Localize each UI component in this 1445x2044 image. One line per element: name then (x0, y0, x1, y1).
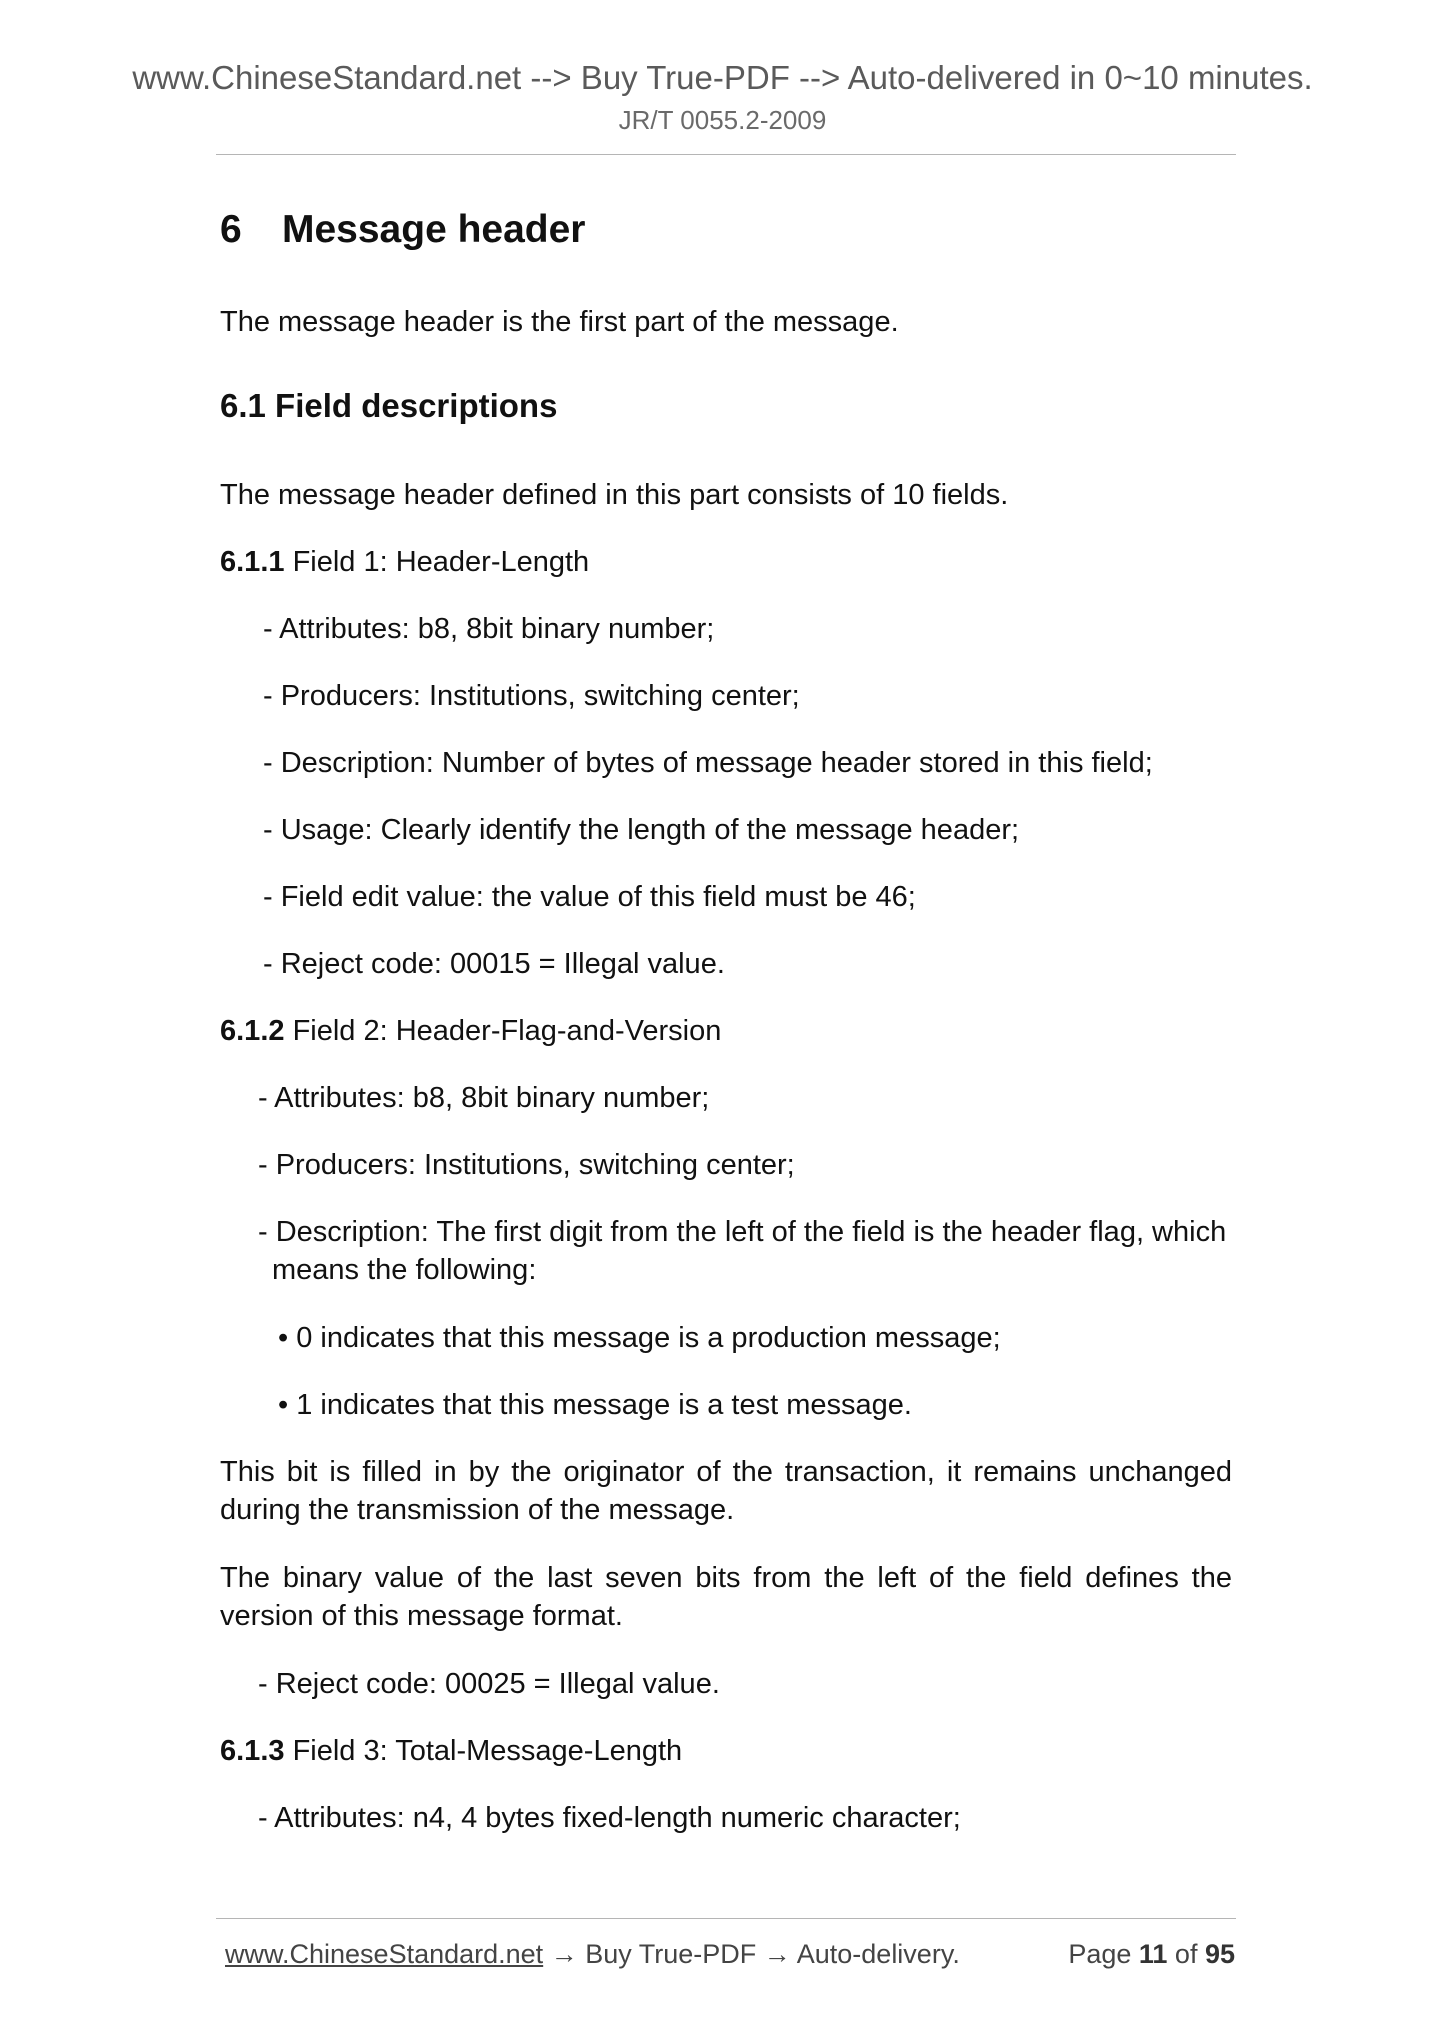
subsection-heading: 6.1 Field descriptions (220, 387, 558, 424)
field1-heading (220, 543, 1232, 581)
section-intro: The message header is the first part of the message. (220, 306, 899, 338)
field2-producers: - Producers: Institutions, switching center; (258, 1149, 795, 1181)
field1-producers: - Producers: Institutions, switching center; (263, 680, 800, 712)
section-title: Message header (282, 208, 586, 251)
footer-link[interactable]: www.ChineseStandard.net (225, 1939, 544, 1969)
field1-usage: - Usage: Clearly identify the length of the message header; (263, 814, 1020, 846)
page-total: 95 (1204, 1939, 1235, 1969)
page-footer (225, 1934, 1235, 1974)
field2-number: 6.1.2 (220, 1015, 285, 1047)
page-number: 11 (1138, 1939, 1168, 1969)
document-code: JR/T 0055.2-2009 (618, 105, 827, 135)
field1-description: - Description: Number of bytes of message header stored in this field; (263, 747, 1153, 779)
section-number: 6 (220, 208, 242, 251)
field1-title: Field 1: Header-Length (292, 546, 590, 578)
field2-heading (220, 1012, 1232, 1050)
field2-attributes: - Attributes: b8, 8bit binary number; (258, 1082, 710, 1114)
field1-number: 6.1.1 (220, 546, 285, 578)
field3-attributes: - Attributes: n4, 4 bytes fixed-length numeric character; (258, 1802, 961, 1834)
field1-edit-value: - Field edit value: the value of this field must be 46; (263, 881, 916, 913)
page-header-banner: www.ChineseStandard.net --> Buy True-PDF --> Auto-delivered in 0~10 minutes. (132, 59, 1313, 96)
field2-bullet-test: • 1 indicates that this message is a test message. (278, 1389, 912, 1421)
field2-bullet-production: • 0 indicates that this message is a production message; (278, 1322, 1001, 1354)
field3-title: Field 3: Total-Message-Length (292, 1735, 683, 1767)
field2-paragraph-version: The binary value of the last seven bits from the left of the field defines the version of this message format. (220, 1562, 1232, 1632)
header-divider (216, 154, 1236, 155)
footer-text: → Buy True-PDF → Auto-delivery. (543, 1939, 960, 1969)
page-of-label: of (1167, 1939, 1205, 1969)
subsection-intro: The message header defined in this part consists of 10 fields. (220, 479, 1009, 511)
section-heading (220, 206, 1232, 254)
field3-heading (220, 1732, 1232, 1770)
page-label: Page (1068, 1939, 1139, 1969)
field2-reject-code: - Reject code: 00025 = Illegal value. (258, 1668, 720, 1700)
footer-divider (216, 1918, 1236, 1919)
field1-reject-code: - Reject code: 00015 = Illegal value. (263, 948, 725, 980)
field1-attributes: - Attributes: b8, 8bit binary number; (263, 613, 715, 645)
field3-number: 6.1.3 (220, 1735, 285, 1767)
page-indicator (1068, 1934, 1235, 1974)
field2-description: - Description: The first digit from the left of the field is the header flag, which means the following: (258, 1216, 1227, 1286)
field2-paragraph-originator: This bit is filled in by the originator of the transaction, it remains unchanged during the transmission of the message. (220, 1456, 1232, 1526)
field2-title: Field 2: Header-Flag-and-Version (292, 1015, 722, 1047)
